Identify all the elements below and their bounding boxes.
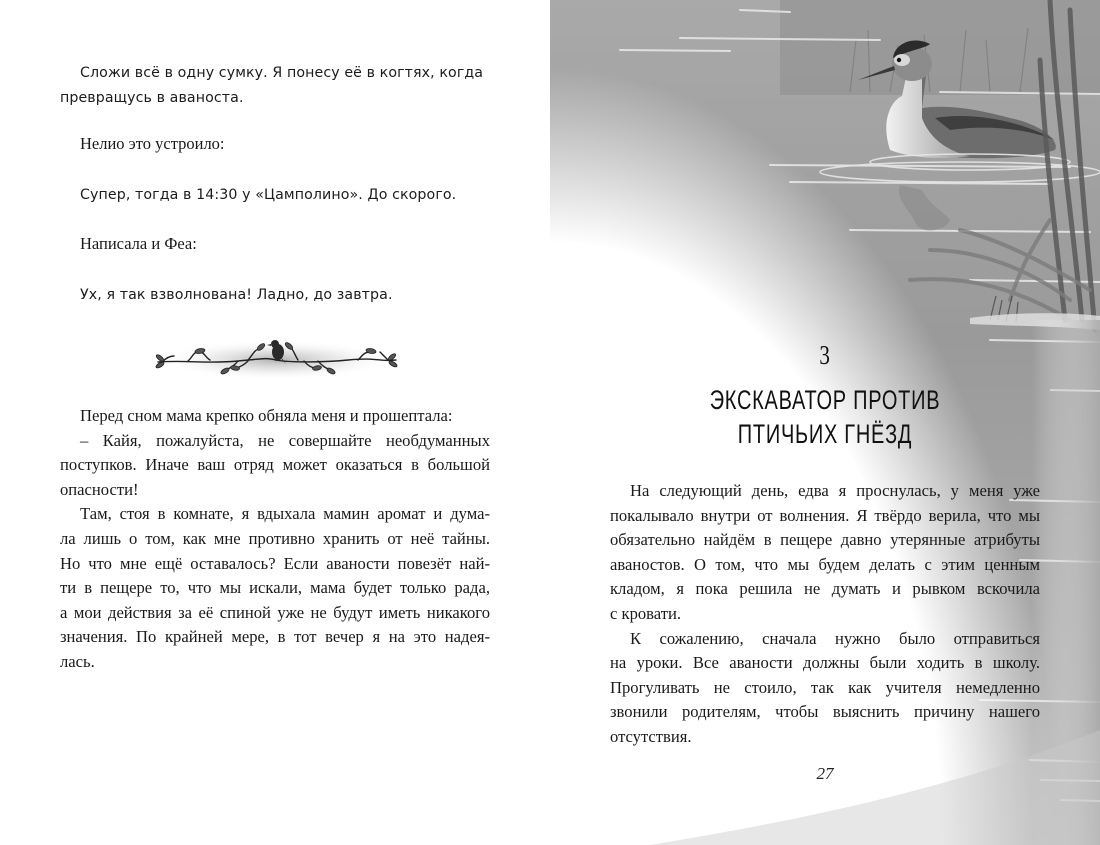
chapter-number: 3 xyxy=(819,340,831,370)
text-line: покалывало внутри от волнения. Я твёрдо верила, что мы xyxy=(610,505,1040,525)
body-text xyxy=(610,479,1040,750)
text-line: Супер, тогда в 14:30 у «Цамполино». До скорого. xyxy=(80,187,457,203)
text-line: Там, стоя в комнате, я вдыхала мамин аромат и дума- xyxy=(80,504,490,524)
text-line: опасности! xyxy=(60,479,139,499)
chapter-title-line-2: ПТИЧЬИХ ГНЁЗД xyxy=(737,419,913,449)
branch-bird-ornament-icon xyxy=(148,330,404,386)
text-line: превращусь в аваноста. xyxy=(60,89,244,106)
chat-message xyxy=(60,183,492,208)
text-line: На следующий день, едва я проснулась, у меня уже xyxy=(630,481,1040,500)
narration-line: Нелио это устроило: xyxy=(80,134,225,153)
text-line: Сложи всё в одну сумку. Я понесу её в когтях, когда xyxy=(80,65,484,81)
text-line: лась. xyxy=(60,651,95,671)
text-line: К сожалению, сначала нужно было отправиться xyxy=(630,628,1040,648)
text-line: Прогуливать не стоило, так как учителя немедленно xyxy=(610,677,1040,697)
text-line: звонили родителям, чтобы выяснить причину нашего xyxy=(610,702,1040,722)
chat-message xyxy=(60,61,492,110)
text-line: а мои действия за её спиной уже не будут иметь никакого xyxy=(60,602,490,622)
text-line: обязательно найдём в пещере давно утерянные атрибуты xyxy=(610,530,1040,550)
chat-message xyxy=(60,283,492,308)
chapter-title-line-1: ЭКСКАВАТОР ПРОТИВ xyxy=(709,385,941,415)
narration-line: Написала и Феа: xyxy=(80,234,197,253)
page-number: 27 xyxy=(816,764,834,783)
body-text xyxy=(60,404,490,675)
text-line: ла лишь о том, как мне противно хранить от неё тайны. xyxy=(60,528,490,548)
text-line: кладом, я пока решила не думать и рывком вскочила xyxy=(610,579,1040,599)
text-line: с кровати. xyxy=(610,603,682,623)
text-line: отсутствия. xyxy=(610,726,692,746)
text-line: ти в пещере то, что мы искали, мама будет только рада, xyxy=(60,578,490,598)
text-line: на уроки. Все аваности должны были ходить в школу. xyxy=(610,653,1040,673)
text-line: – Кайя, пожалуйста, не совершайте необдуманных xyxy=(80,430,490,450)
text-line: поступков. Иначе ваш отряд может оказаться в большой xyxy=(60,455,490,475)
text-line: Перед сном мама крепко обняла меня и прошептала: xyxy=(80,406,453,425)
text-line: Ух, я так взволнована! Ладно, до завтра. xyxy=(80,287,393,303)
text-line: Но что мне ещё оставалось? Если аваности повезёт най- xyxy=(60,553,490,573)
text-line: аваностов. О том, что мы будем делать с этим ценным xyxy=(610,554,1040,574)
right-page xyxy=(550,0,1100,845)
text-line: значения. По крайней мере, в тот вечер я на это надея- xyxy=(60,627,490,647)
